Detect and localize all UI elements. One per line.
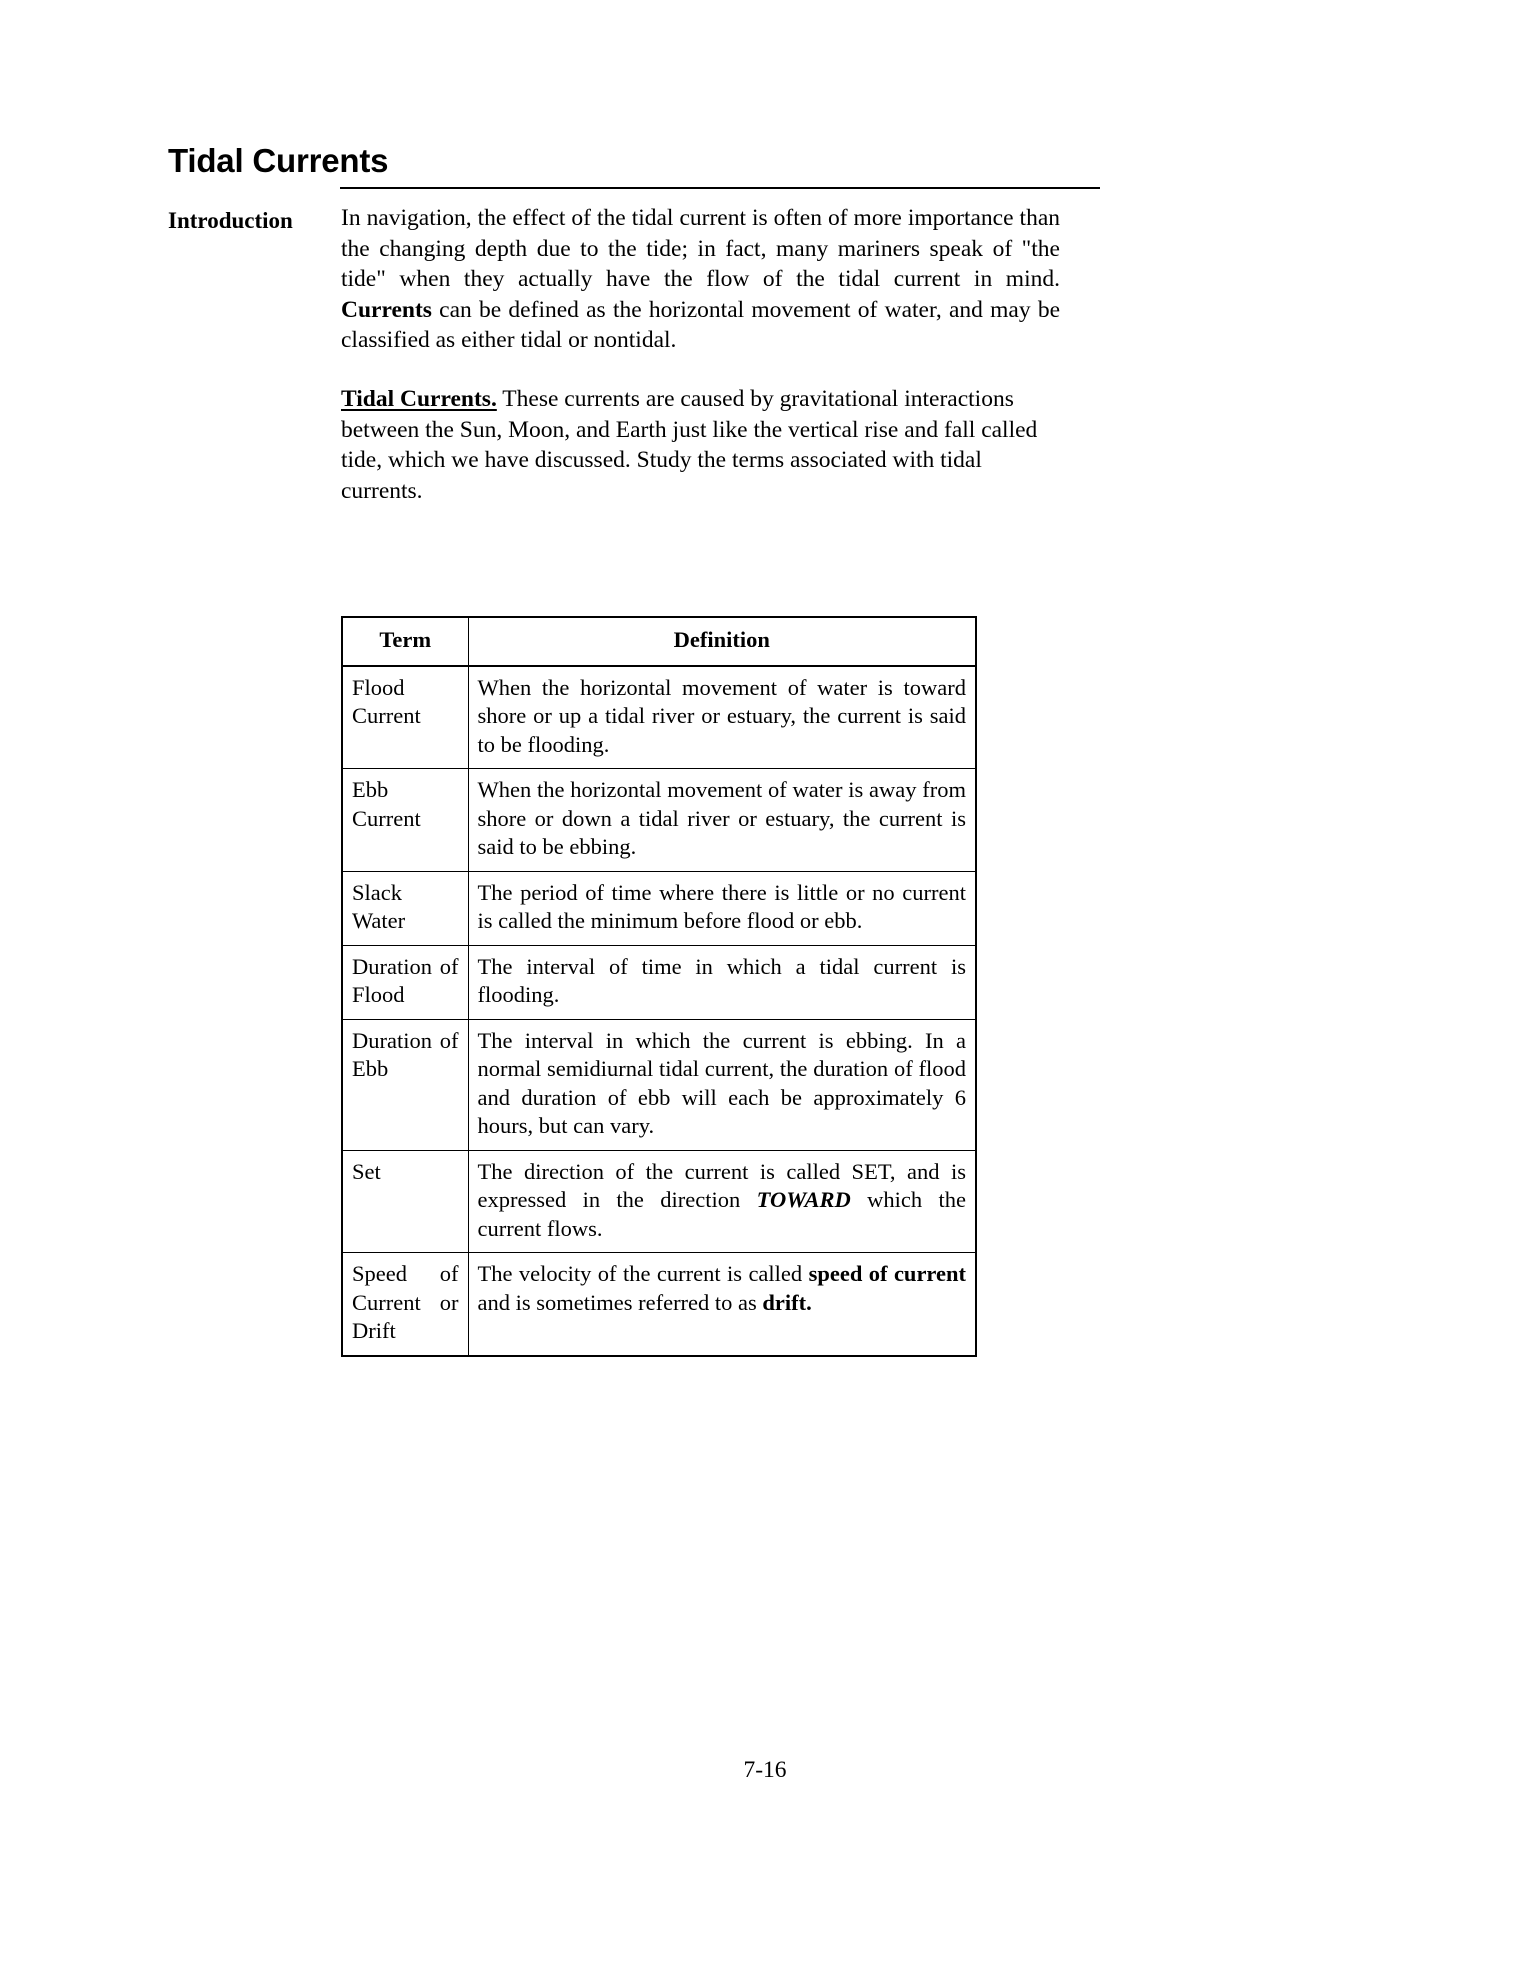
paragraph-intro-text-2: can be defined as the horizontal movement of water, and may be classified as either tidal or nontidal. [341,296,1060,354]
table-row [342,1019,976,1150]
cell-definition-bold-speed-of-current: speed of current [808,1261,966,1286]
cell-definition-text-1: The velocity of the current is called [477,1261,809,1286]
paragraph-intro-text-1: In navigation, the effect of the tidal current is often of more importance than the changing depth due to the tide; in fact, many mariners speak of "the tide" when they actually have the flow of the tidal current in mind. [341,205,1060,293]
cell-definition [468,1253,976,1356]
cell-term: Duration of Flood [342,945,468,1019]
table-row [342,1253,976,1356]
table-row [342,1150,976,1253]
cell-term: Flood Current [342,666,468,769]
table-row [342,945,976,1019]
cell-term: Set [342,1150,468,1253]
paragraph-tidal-currents [341,384,1060,506]
column-header-definition: Definition [468,617,976,666]
cell-term: Speed of Current or Drift [342,1253,468,1356]
cell-definition-text-2: and is sometimes referred to as [477,1289,763,1315]
header-divider [340,187,1100,189]
cell-definition [468,1150,976,1253]
cell-definition-text-1: The direction of the current is called SET, and is expressed in the direction [477,1158,966,1212]
paragraph-intro-bold-currents: Currents [341,296,432,323]
cell-definition: When the horizontal movement of water is away from shore or down a tidal river or estuary, the current is said to be ebbing. [468,769,976,872]
table-row [342,666,976,769]
cell-definition-bold-drift: drift. [762,1289,812,1315]
table-header-row [342,617,976,666]
page-number: 7-16 [743,1757,787,1783]
cell-definition-emphasis-toward: TOWARD [756,1187,851,1212]
body-column [341,203,1060,506]
section-label-introduction: Introduction [168,208,293,233]
page-title: Tidal Currents [168,142,389,180]
cell-term: Duration of Ebb [342,1019,468,1150]
paragraph-tidal-currents-heading: Tidal Currents. [341,385,497,412]
terms-table [341,616,977,1357]
cell-definition-text-2: which the current flows. [477,1187,966,1241]
cell-term: Slack Water [342,871,468,945]
cell-definition: The interval of time in which a tidal current is flooding. [468,945,976,1019]
cell-definition: The period of time where there is little or no current is called the minimum before flood or ebb. [468,871,976,945]
table-row [342,871,976,945]
cell-definition: When the horizontal movement of water is toward shore or up a tidal river or estuary, the current is said to be flooding. [468,666,976,769]
column-header-term: Term [342,617,468,666]
cell-definition: The interval in which the current is ebbing. In a normal semidiurnal tidal current, the duration of flood and duration of ebb will each be approximately 6 hours, but can vary. [468,1019,976,1150]
paragraph-intro [341,203,1060,356]
paragraph-tidal-currents-text: These currents are caused by gravitational interactions between the Sun, Moon, and Earth just like the vertical rise and fall called tide, which we have discussed. Study the terms associated with tidal currents. [341,385,1038,504]
table-row [342,769,976,872]
cell-term: Ebb Current [342,769,468,872]
